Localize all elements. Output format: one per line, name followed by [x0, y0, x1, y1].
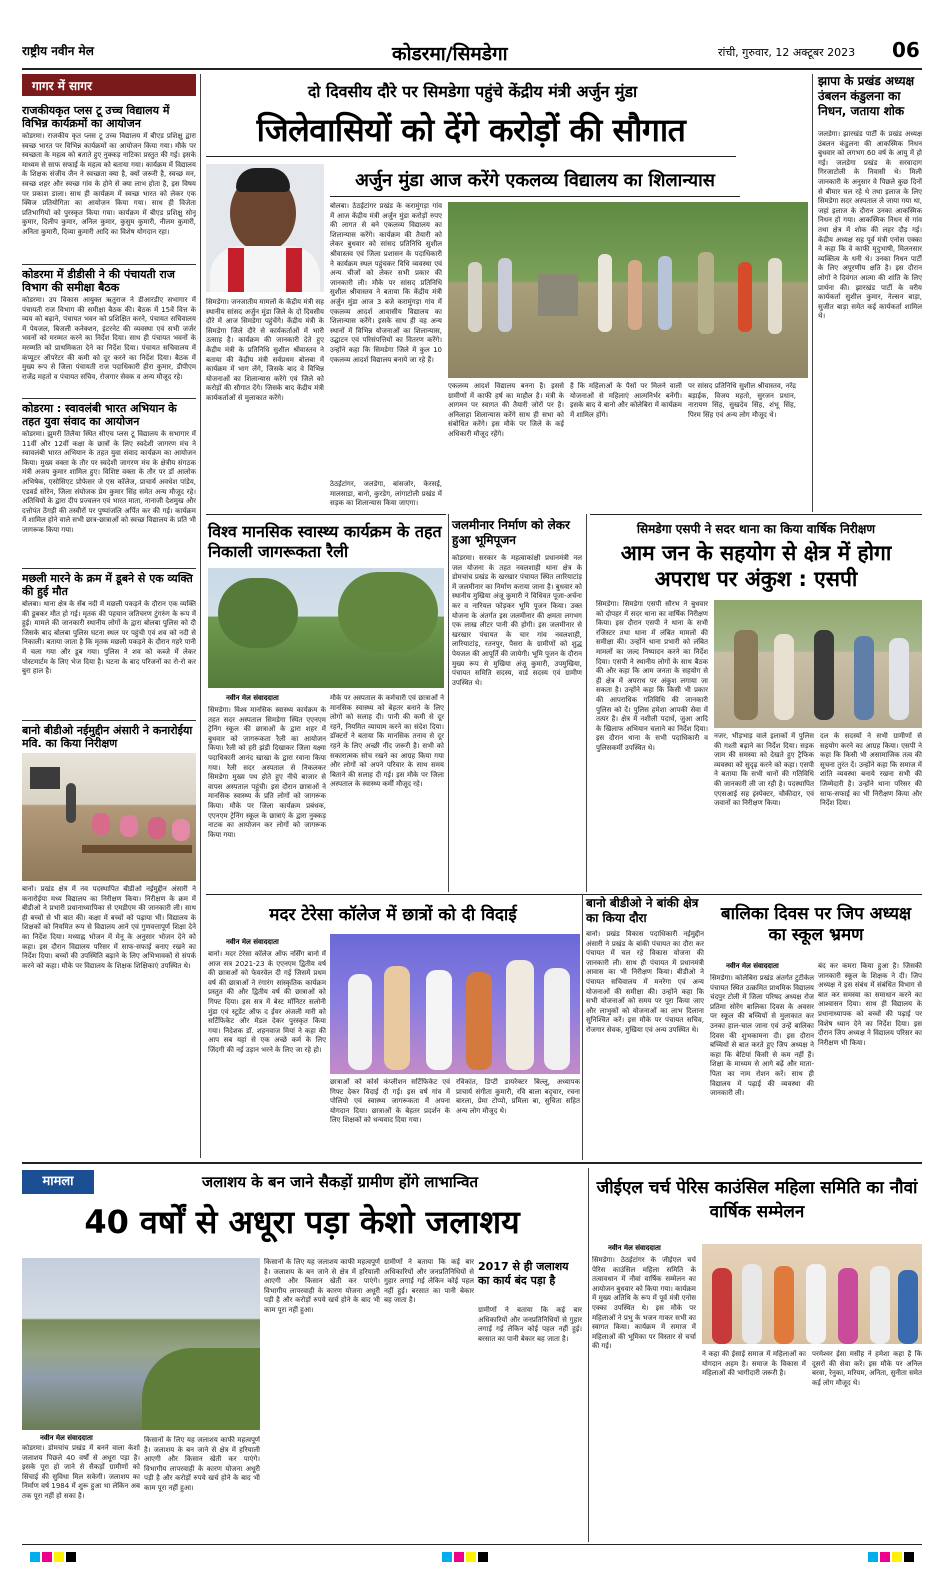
- lead-body: एकलव्य आदर्श विद्यालय बनना है। इससे ग्रामीणों में काफी हर्ष का माहौल है। मंत्री के आगमन पर स्वागत की तैयारी जोरों पर है। अनिलाहा शिलान्यास करेंगे साथ ही सभा को संबोधित करेंगे। इस मौके पर जिले के कई अधिकारी मौजूद रहेंगे।: [448, 382, 564, 438]
- story-body: कोडरमा। उप विकास आयुक्त ऋतुराज ने डीआरडीए सभागार में पंचायती राज विभाग की समीक्षा बैठक की। बैठक में 15वें वित्त के व्यय को बढ़ाने, पंचायत भवन को प्रशिक्षित करने, पंचायत सचिवालय में पेयजल, बिजली कनेक्शन, इंटरनेट की व्यवस्था एवं सभी जर्जर भवनों को मरम्मत करने का निर्देश दिया। साथ ही पंचायत भवनों के मरम्मति को प्राथमिकता देने का निर्देश दिया। पंचायत सचिवालय में कंप्यूटर ऑपरेटर की कमी को दूर करने का निर्देश दिया। बैठक में मुख्य रूप से जिला पंचायती राज पदाधिकारी हीरा कुमार, डीपीएम राजेंद्र महतो व पंचायत सचिव, रोजगार सेवक व अन्य मौजूद रहे।: [22, 296, 196, 381]
- column-rule: [200, 74, 201, 1158]
- mental-byline: नवीन मेल संवाददाता: [226, 694, 279, 702]
- college-body: छात्राओं को कोर्स कंप्लीशन सर्टिफिकेट एवं गिफ्ट देकर विदाई दी गई। इस वर्ष गांव में पोलियो एवं स्वास्थ्य जागरूकता में अपना योगदान दिया। छात्राओं के बेहतर प्रदर्शन के लिए शिक्षकों को धन्यवाद दिया गया।: [330, 1078, 450, 1125]
- story-body: बोलबा। थाना क्षेत्र के सेंब नदी में मछली पकड़ने के दौरान एक व्यक्ति की डूबकर मौत हो गई। मृतक की पहचान जतिचरण टुंगरुंग के रूप में हुई। मामले की जानकारी स्थानीय लोगों के द्वारा बोलबा पुलिस को दी जिसके बाद बोलबा पुलिस घटना स्थल पर पहुंची एवं शव को नदी से निकाली। बताया जाता है कि मृतक मछली पकड़ने के दौरान गहरे पानी में चला गया और डूब गया। पुलिस ने शव को कब्जे में लेकर पोस्टमार्टम के लिए भेज दिया है। घटना के बाद परिजनों का रो-रो कर बुरा हाल है।: [22, 600, 196, 676]
- section-rule: [206, 514, 446, 515]
- lead-headline: जिलेवासियों को देंगे करोड़ों की सौगात: [256, 111, 686, 149]
- dam-body: किसानों के लिए यह जलाशय काफी महत्वपूर्ण है। जलाशय के बन जाने से क्षेत्र में हरियाली आएगी और किसान खेती कर पाएंगे। विभागीय लापरवाही के कारण योजना अधूरी पड़ी है और करोड़ों रुपये खर्च होने के बाद भी काम पूरा नहीं हुआ।: [144, 1436, 260, 1492]
- dam-body: किसानों के लिए यह जलाशय काफी महत्वपूर्ण है। जलाशय के बन जाने से क्षेत्र में हरियाली आएगी और किसान खेती कर पाएंगे। विभागीय लापरवाही के कारण योजना अधूरी पड़ी है और करोड़ों रुपये खर्च होने के बाद भी काम पूरा नहीं हुआ।: [264, 1258, 380, 1314]
- girl-headline: बालिका दिवस पर जिप अध्यक्ष का स्कूल भ्रमण: [720, 904, 912, 945]
- column-rule: [586, 514, 587, 892]
- dam-headline: 40 वर्षों से अधूरा पड़ा केशो जलाशय: [84, 1203, 520, 1241]
- story-title: कोडरमा में डीडीसी ने की पंचायती राज विभाग की समीक्षा बैठक: [22, 264, 196, 294]
- masthead: [22, 36, 922, 66]
- section-rule: [590, 514, 922, 515]
- dam-subhead: 2017 से ही जलाशय का कार्य बंद पड़ा है: [478, 1260, 569, 1287]
- story-body: बानो। प्रखंड क्षेत्र में नव पदस्थापित बीडीओ नईमुद्दीन अंसारी ने कनारोईया मध्य विद्यालय का निरीक्षण किया। निरीक्षण के क्रम में बीडीओ ने प्रभारी प्रधानाध्यापिका से एमडीएम की जानकारी ली। साथ ही बच्चों से भी बात की। कक्षा में बच्चों को पढ़ाया भी। विद्यालय के शिक्षकों को नियमित रूप से विद्यालय आने एवं गुणवत्तापूर्ण शिक्षा देने का निर्देश दिया। मध्याह्न भोजन में मेनू के अनुसार भोजन देने को कहा। इस दौरान विद्यालय परिसर में साफ-सफाई बनाए रखने का निर्देश दिया। बच्चों की उपस्थिति बढ़ाने के लिए अभिभावकों से संपर्क करने को कहा। मौके पर विद्यालय के शिक्षक शिक्षिकाएं उपस्थित थे।: [22, 885, 196, 970]
- girl-byline: नवीन मेल संवाददाता: [726, 962, 779, 970]
- college-headline: मदर टेरेसा कॉलेज में छात्रों को दी विदाई: [269, 905, 517, 925]
- dam-body: ग्रामीणों ने बताया कि कई बार अधिकारियों और जनप्रतिनिधियों से गुहार लगाई गई लेकिन कोई पहल नहीं हुई। बरसात का पानी बेकार बह जाता है।: [384, 1258, 474, 1305]
- site-inspection-photo: [448, 202, 808, 378]
- column-rule: [582, 894, 583, 1160]
- section-rule: [206, 894, 922, 895]
- left-banner: गागर में सागर: [22, 74, 196, 96]
- classroom-photo: [22, 753, 196, 881]
- reservoir-photo: [22, 1258, 260, 1430]
- church-body: सिमडेगा। ठेठईटांगर के जीईएल चर्च पेरिस काउंसिल महिला समिति के तत्वावधान में नौवां वार्षिक सम्मेलन का आयोजन बुधवार को किया गया। कार्यक्रम में मुख्य अतिथि के रूप में पूर्व मंत्री एनोस एक्का उपस्थित थे। इस मौके पर महिलाओं ने प्रभु के भजन गाकर सभी का स्वागत किया। कार्यक्रम में समाज में महिलाओं की भूमिका पर विस्तार से चर्चा की गई।: [592, 1256, 696, 1351]
- rally-photo: [208, 568, 444, 688]
- story-body: कोडरमा। राजकीय कृत प्लस टू उच्च विद्यालय में बीएड प्रशिक्षु द्वारा स्वच्छ भारत पर विभिन्न कार्यक्रमों का आयोजन किया गया। मौके पर स्वच्छता के महत्व को बताते हुए नुक्कड़ नाटिका प्रस्तुत की गई। इसके माध्यम से साफ सफाई के महत्व को बताया गया। कार्यक्रम में विद्यालय के शिक्षक संजीव जैन ने स्वच्छता क्या है, क्यों जरूरी है, स्वच्छ मन, स्वच्छ शहर और स्वच्छ गांव के होने से क्या लाभ होता है, इस विषय पर प्रकाश डाला। साथ ही कार्यक्रम में स्वच्छ भारत को लेकर एक क्विज प्रतियोगिता का आयोजन किया गया। साथ ही विजेता प्रतिभागियों को पुरस्कृत किया गया। कार्यक्रम में बीएड प्रशिक्षु सोनू कुमार, दिलीप कुमार, अनिल कुमार, कुसुम कुमारी, नीलम कुमारी, अनिता कुमारी, दिव्या कुमारी आदि का विशेष योगदान रहा।: [22, 132, 196, 236]
- lead-rule: [206, 156, 736, 157]
- masthead-rule: [22, 68, 922, 70]
- girl-body: बंद कर कमरा किया हुआ है। जिसकी जानकारी स्कूल के शिक्षक ने दी। जिप अध्यक्ष ने इस संबंध में संबंधित विभाग से बात कर समस्या का समाधान करने का आश्वासन दिया। साथ ही विद्यालय के प्रधानाध्यापक को बच्चों की पढ़ाई पर विशेष ध्यान देने का निर्देश दिया। इस दौरान जिप अध्यक्ष ने विद्यालय परिसर का निरीक्षण भी किया।: [818, 962, 922, 1047]
- girl-body: सिमडेगा। कोलेबिरा प्रखंड अंतर्गत टुटीकेल पंचायत स्थित उत्क्रमित प्राथमिक विद्यालय चंदपुर टोली में जिला परिषद अध्यक्ष रोज प्रतिमा सोरेंग बालिका दिवस के अवसर पर स्कूल की बच्चियों से मुलाकात कर उनका हाल-चाल जाना एवं उन्हें बालिका दिवस की शुभकामना दी। इस दौरान बच्चियों से बात करते हुए जिप अध्यक्ष ने कहा कि बेटियां किसी से कम नहीं हैं। शिक्षा के माध्यम से आगे बढ़ें और माता-पिता का नाम रोशन करें। साथ ही विद्यालय में पढ़ाई की व्यवस्था की जानकारी ली।: [710, 974, 814, 1098]
- left-column: [22, 74, 196, 1158]
- minister-portrait: [206, 164, 324, 292]
- sp-headline: आम जन के सहयोग से क्षेत्र में होगा अपराध पर अंकुश : एसपी: [620, 541, 892, 591]
- water-body: कोडरमा। सरकार के महत्वाकांक्षी प्रधानमंत्री नल जल योजना के तहत नवलशाही थाना क्षेत्र के डोमचांच प्रखंड के खरखार पंचायत स्थित लारियाटांड़ में जलमीनार का निर्माण कराया जाना है। बुधवार को स्थानीय मुखिया अंजू कुमारी ने विधिवत पूजा-अर्चना कर व नारियल फोड़कर भूमि पूजन किया। उक्त योजना के अंतर्गत इस जलमीनार की क्षमता लगभग एक लाख लीटर पानी की होगी। इस जलमीनार से खरखार पंचायत के चार गांव नवलशाही, लारियाटांड़, रतनपुर, पैसरा के ग्रामीणों को शुद्ध पेयजल की आपूर्ति की जायेगी। भूमि पूजन के दौरान मुख्य रूप से मुखिया अंजू कुमारी, उपमुखिया, पंचायत समिति सदस्य, वार्ड सदस्य एवं ग्रामीण उपस्थित थे।: [452, 554, 582, 687]
- page-number: 06: [892, 38, 920, 62]
- lead-body: बोलबा। ठेठईटांगर प्रखंड के करामुंगड़ा गांव में आज केंद्रीय मंत्री अर्जुन मुंडा करोड़ों रुपए की लागत से बने एकलव्य विद्यालय का शिलान्यास करेंगे। कार्यक्रम की तैयारी को लेकर बुधवार को सांसद प्रतिनिधि सुशील श्रीवास्तव एवं जिला प्रशासन के पदाधिकारी ने कार्यक्रम स्थल पहुंचकर विधि व्यवस्था एवं अन्य चीजों को लेकर सभी प्रकार की जानकारी ली। मौके पर सांसद प्रतिनिधि सुशील श्रीवास्तव ने बताया कि केंद्रीय मंत्री अर्जुन मुंडा आज 3 बजे करामुंगड़ा गांव में एकलव्य आदर्श आवासीय विद्यालय का शिलान्यास करेंगे। इसके साथ ही वह अन्य स्थानों में विभिन्न योजनाओं का शिलान्यास, उद्घाटन एवं परिसंपत्तियों का वितरण करेंगे। उन्होंने कहा कि सिमडेगा जिले में कुल 10 एकलव्य आदर्श विद्यालय बनाये जा रहे हैं।: [330, 202, 442, 364]
- sp-photo: [714, 600, 922, 728]
- mental-body: सिमडेगा। विश्व मानसिक स्वास्थ्य कार्यक्रम के तहत सदर अस्पताल सिमडेगा स्थित एएनएम ट्रेनिंग स्कूल की छात्राओं के द्वारा शहर में बुधवार को जागरूकता रैली का आयोजन किया। रैली को हरी झंडी दिखाकर जिला यक्ष्मा पदाधिकारी आनंद खाखा के द्वारा रवाना किया गया। रैली सदर अस्पताल से निकलकर सिमडेगा मुख्य पथ होते हुए नीचे बाजार से वापस अस्पताल पहुंची। इस दौरान छात्राओं ने मानसिक स्वास्थ्य के प्रति लोगों को जागरूक किया। मौके पर जिला कार्यक्रम प्रबंधक, एएनएम ट्रेनिंग स्कूल के छात्राएं के द्वारा नुक्कड़ नाटक का आयोजन कर लोगों को जागरूक किया गया।: [208, 706, 326, 839]
- church-body: परमेश्वर ईसा मसीह ने हमेशा कहा है कि दूसरों की सेवा करें। इस मौके पर अनिल बरवा, रेनुका, मरियम, अनिता, सुनीता समेत कई लोग मौजूद थे।: [812, 1350, 922, 1387]
- obituary-headline: झापा के प्रखंड अध्यक्ष उंबलन कंडुलना का निधन, जताया शोक: [818, 74, 915, 118]
- lead-body: ठेठईटांगर, जलडेगा, बांसजोर, केरसई, मालसाडा, बानो, कुरडेग, लांगाटोली प्रखंड में सड़क का शिलान्यास किया जाएगा।: [330, 480, 442, 508]
- lead-body: पर सांसद प्रतिनिधि सुशील श्रीवास्तव, नरेंद्र बड़ाईक, विजय महतो, सुरजन प्रधान, नारायण सिंह, सुखदेव सिंह, शंभू सिंह, पिरम सिंह एवं अन्य लोग मौजूद थे।: [688, 382, 796, 419]
- dam-body: कोडरमा। डोमचांच प्रखंड में बनने वाला केशो जलाशय पिछले 40 वर्षों से अधूरा पड़ा है। इसके पूरा हो जाने से सैकड़ों ग्रामीणों को सिंचाई की सुविधा मिल सकेगी। जलाशय का निर्माण वर्ष 1984 में शुरू हुआ था लेकिन अब तक पूरा नहीं हो सका है।: [22, 1444, 140, 1500]
- mental-headline: विश्व मानसिक स्वास्थ्य कार्यक्रम के तहत निकाली जागरूकता रैली: [208, 522, 442, 561]
- college-body: रविकांत, डिप्टी डायरेक्टर बिल्लू, अध्यापक प्राचार्य संगीता कुमारी, रवि बाला बदृचार, रचना बारला, प्रेमा टोप्पो, प्रमिला बा, सुचिता सहित अन्य लोग मौजूद थे।: [456, 1078, 580, 1115]
- obituary-body: जलडेगा। झारखंड पार्टी के प्रखंड अध्यक्ष उंबलन कंडुलना की आकस्मिक निधन बुधवार को लगभग 60 वर्ष के आयु में हो गई। जलडेगा प्रखंड के सरवादाग गिरजाटोली के निवासी थे। मिली जानकारी के अनुसार वे पिछले कुछ दिनों से बीमार चल रहे थे तथा इलाज के लिए सिमडेगा सदर अस्पताल ले जाया गया था, जहां इलाज के दौरान उनका आकस्मिक निधन हो गया। आकस्मिक निधन से गांव तथा क्षेत्र में शोक की लहर दौड़ गई। केंद्रीय अध्यक्ष सह पूर्व मंत्री एनोस एक्का ने कहा कि वे काफी मृदुभाषी, मिलनसार व्यक्तित्व के धनी थे। उनका निधन पार्टी के लिए अपूरणीय क्षति है। इस दौरान लोगों ने दिवंगत आत्मा की शांति के लिए प्रार्थना की। झारखंड पार्टी के वरीय कार्यकर्ता सुशील कुमार, नेल्सन बाड़ा, सुजीत बाड़ा समेत कई कार्यकर्ता शामिल थे।: [818, 130, 922, 321]
- story-title: कोडरमा : स्वावलंबी भारत अभियान के तहत युवा संवाद का आयोजन: [22, 398, 196, 428]
- dam-label: मामला: [22, 1170, 94, 1194]
- column-rule: [588, 1168, 589, 1542]
- issue-date: रांची, गुरुवार, 12 अक्टूबर 2023: [718, 46, 856, 59]
- dam-kicker: जलाशय के बन जाने सैकड़ों ग्रामीण होंगे लाभान्वित: [201, 1173, 479, 1191]
- section-title: कोडरमा/सिमडेगा: [392, 43, 508, 65]
- dam-body: ग्रामीणों ने बताया कि कई बार अधिकारियों और जनप्रतिनिधियों से गुहार लगाई गई लेकिन कोई पहल नहीं हुई। बरसात का पानी बेकार बह जाता है।: [478, 1306, 582, 1343]
- column-rule: [812, 74, 813, 512]
- dam-byline: नवीन मेल संवाददाता: [40, 1434, 93, 1442]
- water-headline: जलमीनार निर्माण को लेकर हुआ भूमिपूजन: [452, 518, 570, 547]
- church-photo: [702, 1244, 922, 1344]
- bano-body: बानो। प्रखंड विकास पदाधिकारी नईमुद्दीन अंसारी ने प्रखंड के बांकी पंचायत का दौरा कर पंचायत में चल रहे विकास योजना की जानकारी ली। साथ ही पंचायत में प्रधानमंत्री आवास का भी निरीक्षण किया। बीडीओ ने पंचायत सचिवालय में मनरेगा एवं अन्य योजनाओं की समीक्षा की। उन्होंने कहा कि सभी योजनाओं को समय पर पूरा किया जाए और लाभुकों को योजनाओं का लाभ दिलाना सुनिश्चित करें। इस मौके पर पंचायत सचिव, रोजगार सेवक, मुखिया एवं अन्य उपस्थित थे।: [586, 930, 704, 1034]
- mental-body: मौके पर अस्पताल के कर्मचारी एवं छात्राओं ने मानसिक स्वास्थ्य को बेहतर बनाने के लिए लोगों को सलाह दी। पानी की कमी से दूर रहने, नियमित व्यायाम करने का संदेश दिया। डॉक्टरों ने बताया कि मानसिक तनाव से दूर रहने के लिए अच्छी नींद जरूरी है। सभी को सकारात्मक सोच रखने का आग्रह किया गया और लोगों को अपने परिवार के साथ समय बिताने की सलाह दी गई। इस मौके पर जिला अस्पताल के स्वास्थ्य कर्मी मौजूद रहे।: [330, 694, 444, 789]
- sp-kicker: सिमडेगा एसपी ने सदर थाना का किया वार्षिक निरीक्षण: [636, 522, 876, 536]
- bano-headline: बानो बीडीओ ने बांकी क्षेत्र का किया दौरा: [586, 896, 699, 925]
- church-byline: नवीन मेल संवाददाता: [608, 1244, 661, 1252]
- story-body: कोडरमा। झुमरी तिलैया स्थित सीएच प्लस टू विद्यालय के सभागार में 11वीं और 12वीं कक्षा के छात्रों के लिए स्वदेशी जागरण मंच ने स्वावलंबी भारत अभियान के तहत युवा संवाद कार्यक्रम का आयोजन किया। मुख्य वक्ता के तौर पर स्वदेशी जागरण मंच के क्षेत्रीय संगठक मंत्री अजय कुमार शामिल हुए। विशिष्ट वक्ता के तौर पर डॉ आलोक अभिषेक, एसोसिएट प्रोफेसर जे एस कॉलेज, प्राचार्य अवधेश पांडेय, एडवर्ड सोरेन, जिला संयोजक प्रेम कुमार सिंह समेत अन्य मौजूद रहे। अतिथियों के द्वारा दीप प्रज्वलन एवं भारत माता, नानाजी देशमुख और दत्तोपंत ठेंगड़ी की तस्वीरों पर पुष्पांजलि अर्पित कर की गई। कार्यक्रम में शामिल होने वाले सभी छात्र-छात्राओं को स्वच्छ विद्यालय के प्रति भी जागरूक किया गया।: [22, 430, 196, 534]
- lead-subhead: अर्जुन मुंडा आज करेंगे एकलव्य विद्यालय का शिलान्यास: [355, 170, 715, 191]
- section-rule: [22, 1162, 922, 1164]
- registration-bar: [22, 1550, 922, 1564]
- sp-body: सिमडेगा। सिमडेगा एसपी सौरभ ने बुधवार को दोपहर में सदर थाना का वार्षिक निरीक्षण किया। इस दौरान एसपी ने थाना के सभी रजिस्टर तथा थाना में लंबित मामलों की समीक्षा की। उन्होंने थाना प्रभारी को लंबित मामलों का जल्द निष्पादन करने का निर्देश दिया। एसपी ने स्थानीय लोगों के साथ बैठक की और कहा कि आम जनता के सहयोग से ही क्षेत्र में अपराध पर अंकुश लगाया जा सकता है। उन्होंने कहा कि किसी भी प्रकार की आपराधिक गतिविधि की जानकारी पुलिस को दें। पुलिस हमेशा आपकी सेवा में तत्पर है। क्षेत्र में नशीली पदार्थ, जुआ आदि के खिलाफ अभियान चलाने का निर्देश दिया। इस दौरान थाना के सभी पदाधिकारी व पुलिसकर्मी उपस्थित थे।: [596, 600, 708, 752]
- sp-body: दल के सदस्यों ने सभी ग्रामीणों से सहयोग करने का आग्रह किया। एसपी ने कहा कि किसी भी असामाजिक तत्व की सूचना तुरंत दें। उन्होंने कहा कि समाज में शांति व्यवस्था बनाये रखना सभी की जिम्मेदारी है। उन्होंने थाना परिसर की साफ-सफाई का भी निरीक्षण किया और निर्देश दिया।: [820, 732, 922, 808]
- college-body: बानो। मदर टेरेसा कॉलेज ऑफ नर्सिंग बानो में आज सत्र 2021-23 के एएनएम द्वितीय वर्ष की छात्राओं को फेयरवेल दी गई जिसमें प्रथम वर्ष की छात्राओं ने रंगारंग सांस्कृतिक कार्यक्रम प्रस्तुत की और द्वितीय वर्ष की छात्राओं को गिफ्ट दिया। इस सत्र में बेस्ट मॉनिटर सलोनी मुंडा एवं स्टूडेंट ऑफ द ईयर अंजली मारी को सर्टिफिकेट और मेडल देकर पुरस्कृत किया गया। निदेशक डॉ. शहनवाज मियां ने कहा की आप सब यहां से एक अच्छे कर्म के लिए जिंदगी की नई उड़ान भरने के लिए जा रहे हो।: [208, 950, 326, 1054]
- story-title: राजकीयकृत प्लस टू उच्च विद्यालय में विभिन्न कार्यक्रमों का आयोजन: [22, 104, 170, 130]
- church-headline: जीईएल चर्च पेरिस काउंसिल महिला समिति का नौवां वार्षिक सम्मेलन: [596, 1178, 918, 1222]
- sp-body: नजर, भीड़भाड़ वाले इलाकों में पुलिस की गश्ती बढ़ाने का निर्देश दिया। सड़क जाम की समस्या को देखते हुए ट्रैफिक व्यवस्था को सुदृढ़ करने को कहा। एसपी ने बताया कि सभी थानों की गतिविधि की जानकारी ली जा रही है। पदस्थापित एएसआई सह इंस्पेक्टर, चौकीदार, एवं जवानों का निरीक्षण किया।: [714, 732, 814, 808]
- footer-rule: [22, 1544, 922, 1545]
- lead-body: है कि महिलाओं के पैसों पर मिलने वाली योजनाओं से महिलाएं आत्मनिर्भर बनेंगी। इसके बाद वे बानो और कोलेबिरा में कार्यक्रम में शामिल होंगे।: [570, 382, 682, 419]
- subhead-rule: [330, 196, 740, 197]
- lead-kicker: दो दिवसीय दौरे पर सिमडेगा पहुंचे केंद्रीय मंत्री अर्जुन मुंडा: [307, 82, 638, 101]
- logo: राष्ट्रीय नवीन मेल: [22, 44, 94, 58]
- college-byline: नवीन मेल संवाददाता: [226, 938, 279, 946]
- column-rule: [448, 514, 449, 892]
- college-photo: [330, 934, 580, 1074]
- story-title: बानो बीडीओ नईमुद्दीन अंसारी ने कनारोईया मवि. का किया निरीक्षण: [22, 720, 196, 750]
- church-body: ने कहा की ईसाई समाज में महिलाओं का योगदान अहम है। समाज के विकास में महिलाओं की भागीदारी जरूरी है।: [702, 1350, 806, 1378]
- story-title: मछली मारने के क्रम में डूबने से एक व्यक्ति की हुई मौत: [22, 568, 196, 598]
- minister-caption: सिमडेगा। जनजातीय मामलों के केंद्रीय मंत्री सह स्थानीय सांसद अर्जुन मुंडा जिले के दो दिवसीय दौरे में आज सिमडेगा पहुंचेंगे। केंद्रीय मंत्री के सिमडेगा जिले दौरे से कार्यकर्ताओं में भारी उत्साह है। कार्यक्रम की जानकारी देते हुए केंद्रीय मंत्री के प्रतिनिधि सुशील श्रीवास्तव ने बताया की केंद्रीय मंत्री सर्वप्रथम बोलबा में कार्यक्रम में भाग लेंगे, जिसके बाद वे विभिन्न योजनाओं का शिलान्यास करेंगे एवं जिले को करोड़ों की सौगात देंगे। जिसके बाद केंद्रीय मंत्री कार्यकर्ताओं से मुलाकात करेंगे।: [206, 298, 324, 402]
